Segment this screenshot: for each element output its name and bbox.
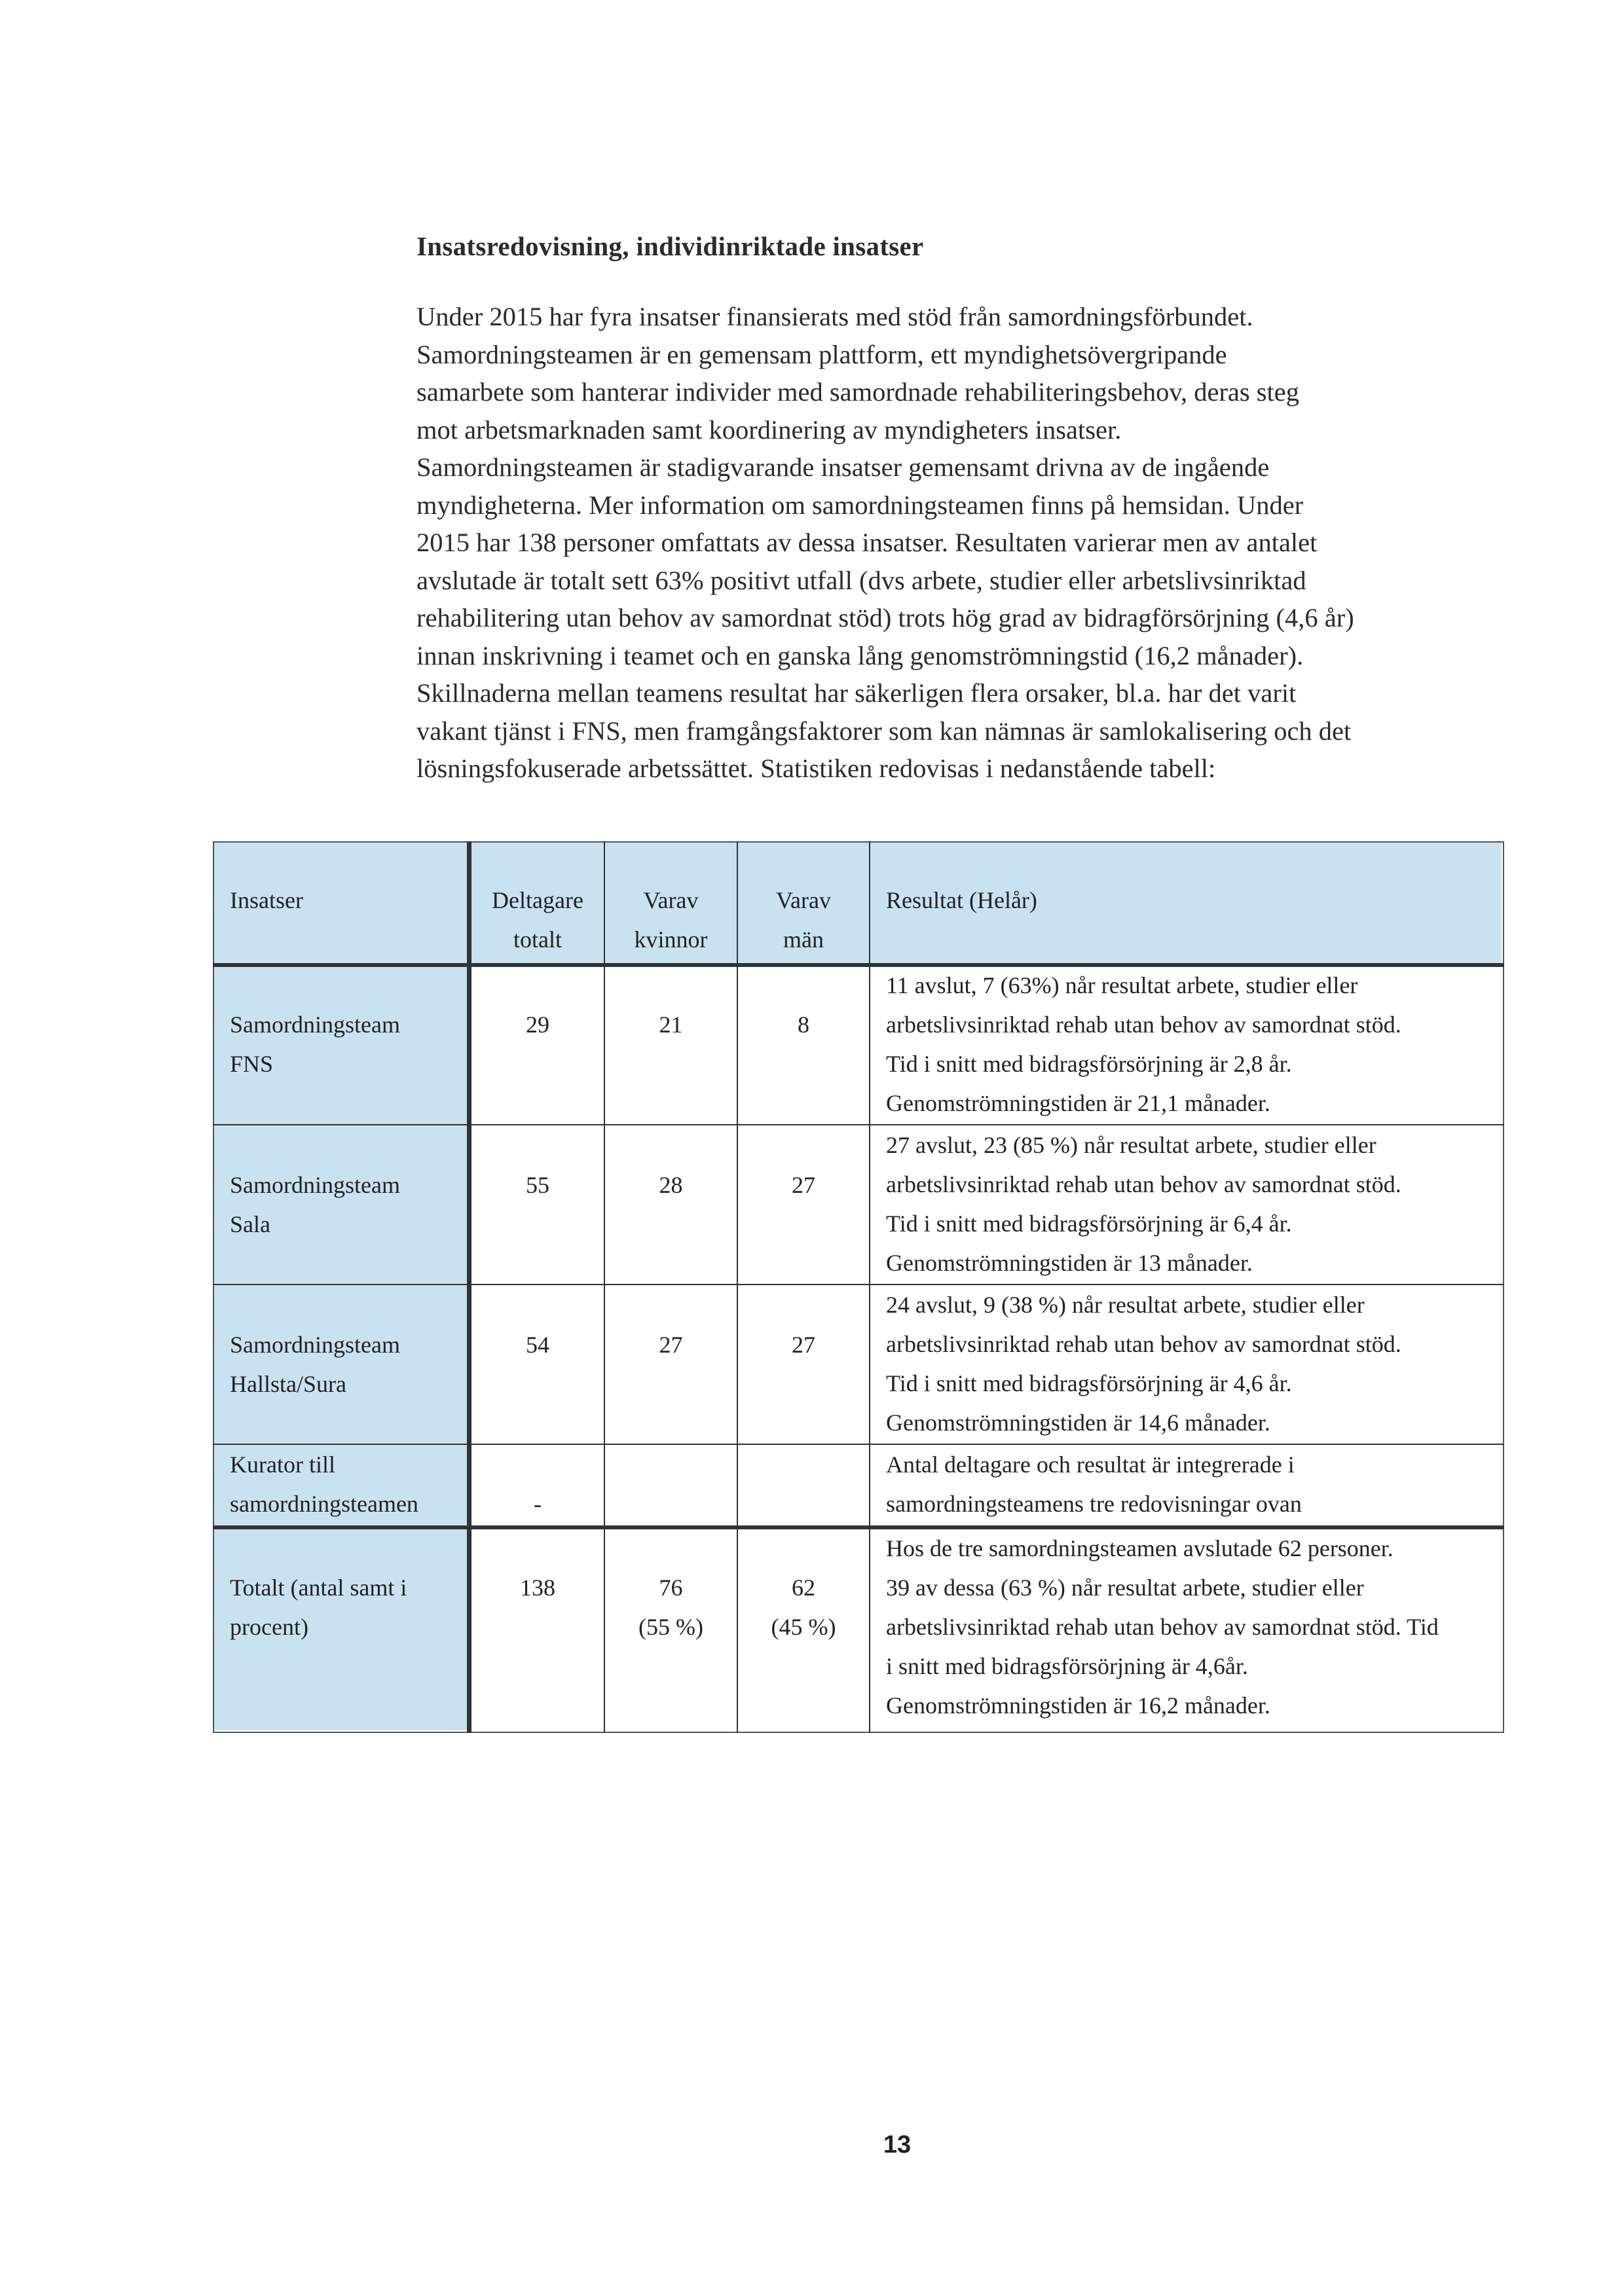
cell-kvinnor-line: (55 %) bbox=[638, 1614, 703, 1640]
resultat-line: Genomströmningstiden är 21,1 månader. bbox=[886, 1090, 1270, 1116]
cell-kvinnor: 21 bbox=[659, 1011, 683, 1038]
resultat-line: samordningsteamens tre redovisningar ovan bbox=[886, 1491, 1302, 1517]
resultat-line: arbetslivsinriktad rehab utan behov av samordnat stöd. bbox=[886, 1331, 1401, 1357]
paragraph-line: Samordningsteamen är en gemensam plattform, ett myndighetsövergripande bbox=[416, 339, 1227, 369]
paragraph-line: Samordningsteamen är stadigvarande insatser gemensamt drivna av de ingående bbox=[416, 452, 1270, 482]
header-man-line: män bbox=[783, 926, 824, 953]
resultat-line: Hos de tre samordningsteamen avslutade 62 personer. bbox=[886, 1535, 1393, 1561]
cell-resultat bbox=[886, 1285, 1401, 1442]
paragraph-line: rehabilitering utan behov av samordnat stöd) trots hög grad av bidragförsörjning (4,6 år) bbox=[416, 603, 1354, 632]
row-name-line: Samordningsteam bbox=[230, 1332, 400, 1358]
cell-resultat bbox=[886, 1529, 1439, 1725]
row-name-line: FNS bbox=[230, 1051, 274, 1077]
resultat-line: arbetslivsinriktad rehab utan behov av samordnat stöd. Tid bbox=[886, 1614, 1439, 1640]
row-name-line: Samordningsteam bbox=[230, 1011, 400, 1038]
resultat-line: Tid i snitt med bidragsförsörjning är 4,6 år. bbox=[886, 1370, 1292, 1396]
cell-deltagare: 55 bbox=[526, 1172, 549, 1198]
row-name-line: procent) bbox=[230, 1614, 308, 1640]
table-divider-thick bbox=[467, 841, 471, 1733]
paragraph-line: myndigheterna. Mer information om samordningsteamen finns på hemsidan. Under bbox=[416, 490, 1304, 520]
statistics-table bbox=[213, 841, 1504, 1733]
header-man-line: Varav bbox=[776, 887, 831, 913]
resultat-line: 27 avslut, 23 (85 %) når resultat arbete, studier eller bbox=[886, 1132, 1376, 1158]
row-name-line: Sala bbox=[230, 1211, 270, 1237]
paragraph-line: Under 2015 har fyra insatser finansierats med stöd från samordningsförbundet. bbox=[416, 302, 1253, 331]
resultat-line: Genomströmningstiden är 14,6 månader. bbox=[886, 1410, 1270, 1436]
paragraph-line: Skillnaderna mellan teamens resultat har säkerligen flera orsaker, bl.a. har det varit bbox=[416, 678, 1297, 708]
cell-man-line: (45 %) bbox=[771, 1614, 836, 1640]
cell-deltagare: 29 bbox=[526, 1011, 549, 1038]
header-kvinnor-line: kvinnor bbox=[634, 926, 708, 953]
header-man bbox=[738, 881, 869, 959]
cell-deltagare: - bbox=[534, 1491, 542, 1517]
row-name-line: Totalt (antal samt i bbox=[230, 1575, 407, 1601]
cell-kvinnor: 28 bbox=[659, 1172, 683, 1198]
cell-kvinnor-line: 76 bbox=[659, 1575, 683, 1601]
page-number: 13 bbox=[883, 2131, 912, 2159]
row-name-line: Samordningsteam bbox=[230, 1172, 400, 1198]
header-kvinnor-line: Varav bbox=[643, 887, 699, 913]
header-kvinnor bbox=[605, 881, 737, 959]
resultat-line: Tid i snitt med bidragsförsörjning är 2,8 år. bbox=[886, 1051, 1292, 1077]
cell-man bbox=[738, 1568, 869, 1647]
paragraph-line: vakant tjänst i FNS, men framgångsfaktorer som kan nämnas är samlokalisering och det bbox=[416, 716, 1352, 746]
header-deltagare bbox=[471, 881, 604, 959]
section-heading: Insatsredovisning, individinriktade insatser bbox=[416, 231, 924, 261]
header-deltagare-line: totalt bbox=[513, 926, 562, 953]
cell-kvinnor: 27 bbox=[659, 1332, 683, 1358]
cell-deltagare: 138 bbox=[520, 1575, 555, 1601]
paragraph-line: samarbete som hanterar individer med samordnade rehabiliteringsbehov, deras steg bbox=[416, 377, 1300, 407]
resultat-line: i snitt med bidragsförsörjning är 4,6år. bbox=[886, 1653, 1248, 1679]
paragraph-line: 2015 har 138 personer omfattats av dessa insatser. Resultaten varierar men av antalet bbox=[416, 528, 1318, 557]
paragraph-line: innan inskrivning i teamet och en ganska lång genomströmningstid (16,2 månader). bbox=[416, 640, 1304, 670]
resultat-line: Genomströmningstiden är 13 månader. bbox=[886, 1250, 1253, 1276]
cell-man: 27 bbox=[792, 1332, 815, 1358]
cell-man: 8 bbox=[798, 1011, 809, 1038]
row-name bbox=[230, 1165, 400, 1244]
table-divider bbox=[869, 841, 870, 1733]
resultat-line: 24 avslut, 9 (38 %) når resultat arbete, studier eller bbox=[886, 1292, 1365, 1318]
resultat-line: Antal deltagare och resultat är integrerade i bbox=[886, 1451, 1295, 1478]
header-resultat: Resultat (Helår) bbox=[886, 887, 1037, 913]
resultat-line: 39 av dessa (63 %) når resultat arbete, studier eller bbox=[886, 1575, 1364, 1601]
resultat-line: arbetslivsinriktad rehab utan behov av samordnat stöd. bbox=[886, 1011, 1401, 1038]
cell-resultat bbox=[886, 1125, 1401, 1283]
header-deltagare-line: Deltagare bbox=[492, 887, 583, 913]
resultat-line: Genomströmningstiden är 16,2 månader. bbox=[886, 1692, 1270, 1719]
paragraph-line: mot arbetsmarknaden samt koordinering av myndigheters insatser. bbox=[416, 414, 1122, 445]
resultat-line: 11 avslut, 7 (63%) når resultat arbete, studier eller bbox=[886, 972, 1358, 998]
cell-resultat bbox=[886, 966, 1401, 1123]
paragraph-line: lösningsfokuserade arbetssättet. Statistiken redovisas i nedanstående tabell: bbox=[416, 754, 1216, 783]
row-name-line: Hallsta/Sura bbox=[230, 1371, 346, 1397]
intro-paragraph bbox=[416, 298, 1438, 788]
cell-man: 27 bbox=[792, 1172, 815, 1198]
cell-kvinnor bbox=[605, 1568, 737, 1647]
row-name bbox=[230, 1568, 407, 1647]
resultat-line: arbetslivsinriktad rehab utan behov av samordnat stöd. bbox=[886, 1171, 1401, 1197]
row-name-line: samordningsteamen bbox=[230, 1491, 418, 1517]
row-name-line: Kurator till bbox=[230, 1451, 335, 1478]
cell-deltagare: 54 bbox=[526, 1332, 549, 1358]
cell-resultat bbox=[886, 1445, 1302, 1523]
paragraph-line: avslutade är totalt sett 63% positivt utfall (dvs arbete, studier eller arbetslivsinriktad bbox=[416, 565, 1306, 595]
header-insatser: Insatser bbox=[230, 887, 303, 913]
row-name bbox=[230, 1325, 400, 1404]
cell-man-line: 62 bbox=[792, 1575, 815, 1601]
row-name bbox=[230, 1445, 418, 1523]
resultat-line: Tid i snitt med bidragsförsörjning är 6,4 år. bbox=[886, 1211, 1292, 1237]
row-name bbox=[230, 1005, 400, 1084]
